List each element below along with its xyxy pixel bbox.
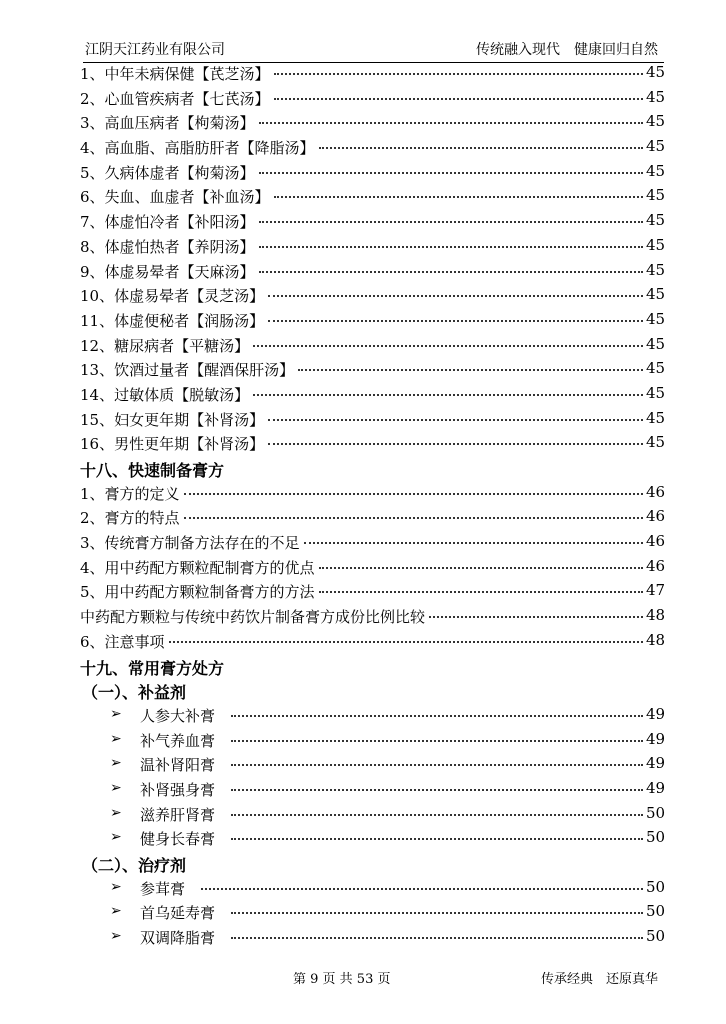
toc-entry-title: 人参大补膏 (140, 706, 216, 725)
dot-leader (268, 419, 643, 421)
dot-leader (274, 73, 643, 75)
toc-entry (80, 777, 665, 802)
toc-entry-title: 温补肾阳膏 (140, 756, 216, 775)
toc-entry (80, 431, 665, 456)
toc-page-number: 48 (646, 630, 666, 649)
table-of-contents (80, 61, 665, 950)
toc-entry-title: 参茸膏 (140, 879, 186, 898)
page-footer (83, 968, 664, 988)
dot-leader (201, 888, 643, 890)
toc-entry (80, 86, 665, 111)
toc-entry-title: 双调降脂膏 (140, 929, 216, 948)
toc-entry-title: 8、体虚怕热者【养阴汤】 (80, 237, 255, 256)
arrow-bullet-icon: ➢ (110, 804, 122, 821)
arrow-bullet-icon: ➢ (110, 928, 122, 945)
dot-leader (319, 147, 643, 149)
toc-entry (80, 160, 665, 185)
toc-entry (80, 925, 665, 950)
dot-leader (304, 542, 643, 544)
dot-leader (169, 641, 643, 643)
toc-entry (80, 530, 665, 555)
dot-leader (268, 443, 643, 445)
toc-page-number: 50 (646, 902, 666, 921)
dot-leader (184, 517, 643, 519)
toc-entry (80, 234, 665, 259)
toc-entry (80, 555, 665, 580)
toc-entry-title: 补肾强身膏 (140, 780, 216, 799)
toc-page-number: 45 (646, 112, 666, 131)
arrow-bullet-icon: ➢ (110, 755, 122, 772)
dot-leader (259, 172, 643, 174)
toc-section-heading (80, 456, 665, 481)
toc-entry (80, 826, 665, 851)
arrow-bullet-icon: ➢ (110, 779, 122, 796)
toc-entry-title: 首乌延寿膏 (140, 904, 216, 923)
dot-leader (253, 394, 643, 396)
toc-entry (80, 900, 665, 925)
toc-page-number: 49 (646, 729, 666, 748)
dot-leader (231, 789, 643, 791)
toc-page-number: 46 (646, 482, 666, 501)
toc-entry-title: 4、高血脂、高脂肪肝者【降脂汤】 (80, 139, 315, 158)
arrow-bullet-icon: ➢ (110, 730, 122, 747)
dot-leader (231, 740, 643, 742)
toc-page-number: 45 (646, 408, 666, 427)
toc-entry-title: 15、妇女更年期【补肾汤】 (80, 410, 265, 429)
dot-leader (259, 122, 643, 124)
toc-entry-title: 10、体虚易晕者【灵芝汤】 (80, 287, 265, 306)
toc-entry (80, 209, 665, 234)
arrow-bullet-icon: ➢ (110, 829, 122, 846)
toc-entry-title: 6、注意事项 (80, 632, 165, 651)
dot-leader (268, 320, 643, 322)
toc-entry-title: 3、高血压病者【枸菊汤】 (80, 114, 255, 133)
toc-section-heading (80, 851, 665, 876)
toc-entry-title: 健身长春膏 (140, 830, 216, 849)
toc-entry (80, 629, 665, 654)
toc-page-number: 50 (646, 803, 666, 822)
toc-entry (80, 308, 665, 333)
toc-page-number: 48 (646, 606, 666, 625)
toc-entry (80, 283, 665, 308)
toc-entry (80, 703, 665, 728)
dot-leader (268, 295, 643, 297)
dot-leader (231, 814, 643, 816)
toc-entry-title: 11、体虚便秘者【润肠汤】 (80, 311, 265, 330)
dot-leader (429, 616, 643, 618)
toc-entry-title: （一）、补益剂 (82, 683, 187, 703)
toc-entry-title: 1、膏方的定义 (80, 484, 180, 503)
toc-page-number: 45 (646, 235, 666, 254)
toc-entry-title: 5、用中药配方颗粒制备膏方的方法 (80, 583, 315, 602)
toc-page-number: 49 (646, 778, 666, 797)
toc-page-number: 46 (646, 507, 666, 526)
toc-page-number: 45 (646, 137, 666, 156)
toc-entry (80, 481, 665, 506)
dot-leader (319, 567, 643, 569)
toc-entry-title: 补气养血膏 (140, 731, 216, 750)
toc-entry (80, 259, 665, 284)
dot-leader (231, 912, 643, 914)
toc-entry-title: 13、饮酒过量者【醒酒保肝汤】 (80, 361, 295, 380)
toc-page-number: 50 (646, 927, 666, 946)
toc-entry-title: 14、过敏体质【脱敏汤】 (80, 385, 250, 404)
toc-entry-title: 12、糖尿病者【平糖汤】 (80, 336, 250, 355)
toc-entry-title: 十八、快速制备膏方 (80, 461, 225, 480)
toc-page-number: 49 (646, 754, 666, 773)
toc-page-number: 49 (646, 704, 666, 723)
page-number: 第 9 页 共 53 页 (293, 972, 391, 987)
page-header (83, 34, 664, 63)
toc-entry-title: 4、用中药配方颗粒配制膏方的优点 (80, 558, 315, 577)
dot-leader (298, 369, 643, 371)
toc-entry (80, 505, 665, 530)
dot-leader (259, 246, 643, 248)
toc-entry (80, 604, 665, 629)
dot-leader (231, 937, 643, 939)
toc-entry (80, 333, 665, 358)
toc-page-number: 45 (646, 161, 666, 180)
arrow-bullet-icon: ➢ (110, 878, 122, 895)
toc-page-number: 45 (646, 63, 666, 81)
toc-entry-title: 滋养肝肾膏 (140, 805, 216, 824)
dot-leader (259, 271, 643, 273)
toc-entry-title: 7、体虚怕冷者【补阳汤】 (80, 213, 255, 232)
toc-section-heading (80, 678, 665, 703)
toc-entry-title: 2、心血管疾病者【七芪汤】 (80, 89, 270, 108)
toc-entry-title: 16、男性更年期【补肾汤】 (80, 435, 265, 454)
dot-leader (231, 715, 643, 717)
toc-page-number: 50 (646, 828, 666, 847)
toc-entry (80, 382, 665, 407)
arrow-bullet-icon: ➢ (110, 903, 122, 920)
toc-entry (80, 184, 665, 209)
toc-entry-title: （二）、治疗剂 (82, 856, 187, 875)
dot-leader (231, 764, 643, 766)
toc-page-number: 46 (646, 556, 666, 575)
dot-leader (184, 493, 643, 495)
dot-leader (274, 98, 643, 100)
toc-page-number: 46 (646, 532, 666, 551)
toc-entry (80, 357, 665, 382)
toc-page-number: 45 (646, 334, 666, 353)
dot-leader (319, 591, 643, 593)
dot-leader (231, 838, 643, 840)
toc-page-number: 45 (646, 383, 666, 402)
toc-page-number: 45 (646, 359, 666, 378)
toc-entry (80, 579, 665, 604)
toc-section-heading (80, 654, 665, 679)
toc-page-number: 45 (646, 309, 666, 328)
toc-entry-title: 2、膏方的特点 (80, 509, 180, 528)
toc-entry (80, 135, 665, 160)
toc-entry-title: 十九、常用膏方处方 (80, 658, 225, 678)
toc-page-number: 45 (646, 186, 666, 205)
toc-page-number: 45 (646, 433, 666, 452)
toc-entry (80, 876, 665, 901)
dot-leader (253, 345, 643, 347)
toc-entry-title: 5、久病体虚者【枸菊汤】 (80, 163, 255, 182)
toc-entry-title: 中药配方颗粒与传统中药饮片制备膏方成份比例比较 (80, 608, 426, 627)
toc-page-number: 45 (646, 211, 666, 230)
toc-entry (80, 752, 665, 777)
footer-slogan: 传承经典 还原真华 (540, 972, 658, 987)
toc-page-number: 50 (646, 877, 666, 896)
header-slogan: 传统融入现代 健康回归自然 (476, 42, 658, 58)
toc-entry (80, 110, 665, 135)
toc-page-number: 45 (646, 285, 666, 304)
toc-entry (80, 728, 665, 753)
toc-entry-title: 3、传统膏方制备方法存在的不足 (80, 534, 300, 553)
company-name: 江阴天江药业有限公司 (85, 42, 225, 58)
toc-page-number: 45 (646, 260, 666, 279)
dot-leader (259, 221, 643, 223)
dot-leader (274, 196, 643, 198)
toc-entry (80, 61, 665, 86)
toc-page-number: 45 (646, 87, 666, 106)
arrow-bullet-icon: ➢ (110, 705, 122, 722)
toc-entry-title: 6、失血、血虚者【补血汤】 (80, 188, 270, 207)
toc-entry (80, 802, 665, 827)
toc-entry-title: 1、中年未病保健【芪芝汤】 (80, 65, 270, 83)
toc-page-number: 47 (646, 581, 666, 600)
toc-entry-title: 9、体虚易晕者【天麻汤】 (80, 262, 255, 281)
toc-entry (80, 407, 665, 432)
